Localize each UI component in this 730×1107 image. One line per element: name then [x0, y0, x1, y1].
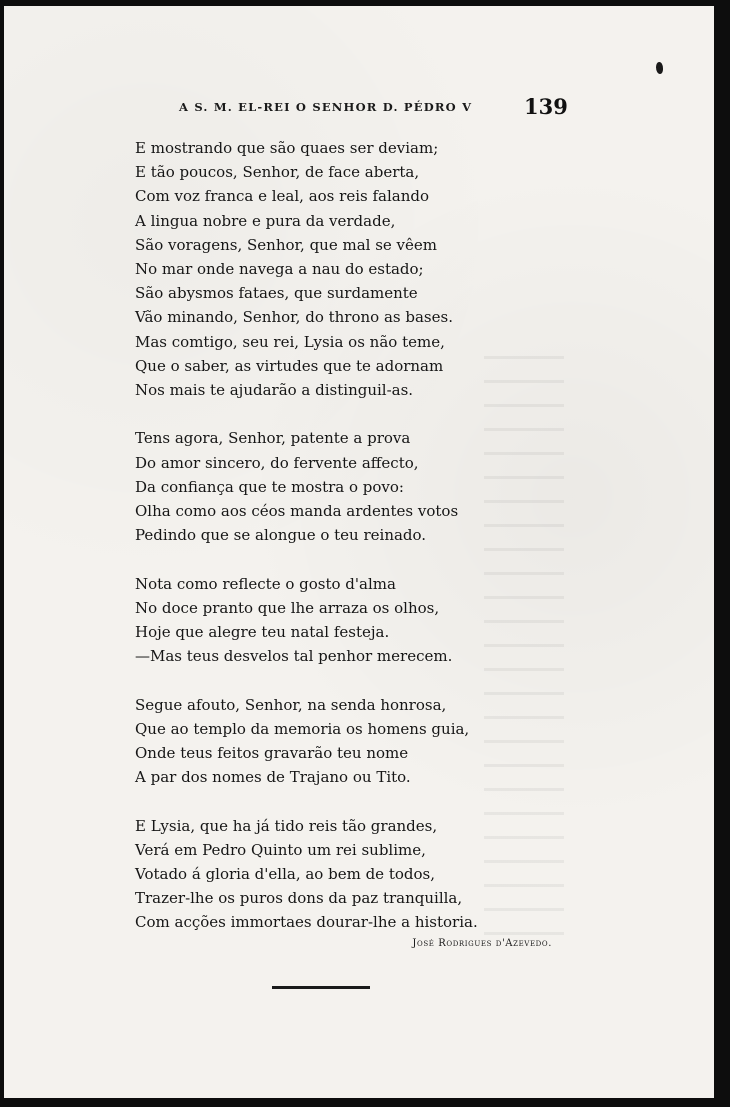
verse-line: A lingua nobre e pura da verdade, — [135, 211, 396, 230]
verse-line: Da confiança que te mostra o povo: — [135, 477, 404, 496]
verse-line: No mar onde navega a nau do estado; — [135, 260, 424, 279]
verse-line: São voragens, Senhor, que mal se vêem — [135, 235, 438, 254]
verse-line: Do amor sincero, do fervente affecto, — [135, 453, 419, 472]
ink-blot — [656, 62, 663, 74]
verse-line: Pedindo que se alongue o teu reinado. — [135, 526, 427, 545]
poem-body — [135, 136, 575, 959]
verse-line: São abysmos fataes, que surdamente — [135, 284, 418, 303]
verse-line: Verá em Pedro Quinto um rei sublime, — [135, 840, 426, 859]
verse-line: A par dos nomes de Trajano ou Tito. — [135, 768, 411, 787]
verse-line: Tens agora, Senhor, patente a prova — [135, 429, 411, 448]
stanza — [135, 136, 575, 402]
stanza — [135, 426, 575, 547]
verse-line: Vão minando, Senhor, do throno as bases. — [135, 308, 453, 327]
book-page — [4, 6, 714, 1098]
verse-line: Nota como reflecte o gosto d'alma — [135, 574, 396, 593]
verse-line: Hoje que alegre teu natal festeja. — [135, 623, 390, 642]
verse-line: Trazer-lhe os puros dons da paz tranquilla, — [135, 889, 463, 908]
stanza — [135, 693, 575, 790]
verse-line: Segue afouto, Senhor, na senda honrosa, — [135, 695, 447, 714]
verse-line: E mostrando que são quaes ser deviam; — [135, 139, 439, 157]
verse-line: Que ao templo da memoria os homens guia, — [135, 719, 470, 738]
verse-line: No doce pranto que lhe arraza os olhos, — [135, 598, 440, 617]
verse-line: E Lysia, que ha já tido reis tão grandes, — [135, 816, 438, 835]
closing-rule — [272, 986, 370, 989]
page-number: 139 — [524, 94, 568, 119]
verse-line: Olha como aos céos manda ardentes votos — [135, 502, 459, 521]
stanza — [135, 814, 575, 935]
verse-line: Que o saber, as virtudes que te adornam — [135, 356, 444, 375]
verse-line: Mas comtigo, seu rei, Lysia os não teme, — [135, 332, 445, 351]
verse-line: —Mas teus desvelos tal penhor merecem. — [135, 647, 453, 666]
running-head: A S. M. EL-REI O SENHOR D. PÉDRO V — [179, 100, 473, 114]
stanza — [135, 572, 575, 669]
verse-line: Com acções immortaes dourar-lhe a historia. — [135, 913, 478, 932]
verse-line: Nos mais te ajudarão a distinguil-as. — [135, 381, 414, 400]
verse-line: Com voz franca e leal, aos reis falando — [135, 187, 429, 206]
verse-line: Onde teus feitos gravarão teu nome — [135, 744, 409, 763]
author-signature: José Rodrigues d'Azevedo. — [412, 938, 552, 949]
verse-line: E tão poucos, Senhor, de face aberta, — [135, 163, 420, 182]
verse-line: Votado á gloria d'ella, ao bem de todos, — [135, 865, 435, 884]
